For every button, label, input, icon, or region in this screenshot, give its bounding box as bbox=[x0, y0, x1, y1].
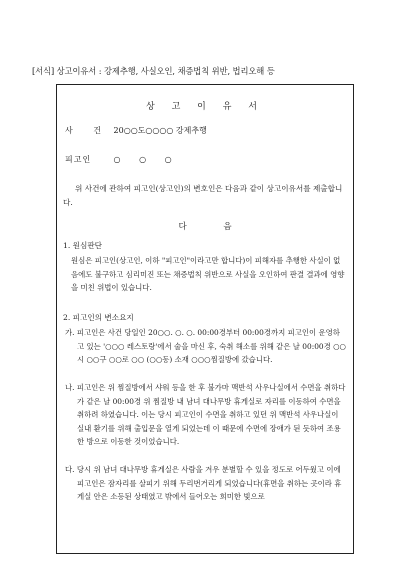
item-2-subitem-na: 나. 피고인은 위 찜질방에서 샤워 등을 한 후 불가마 맥반석 사우나실에서 수면을 취하다가 같은 날 00:00경 위 찜질방 내 남녀 대나무방 휴게실로 자리를 이동하여 수면을 취하려 하였습니다. 이는 당시 피고인이 수면을 취하고 있던 위 맥반석 사우나실이 실내 환기를 위해 출입문을 열게 되었는데 이 때문에 수면에 장애가 된 듯하여 조용한 방으로 이동한 것이었습니다. bbox=[65, 383, 346, 446]
intro-paragraph: 위 사건에 관하여 피고인(상고인)의 변호인은 다음과 같이 상고이유서를 제출합니다. bbox=[63, 184, 343, 207]
defendant-label: 피고인 bbox=[65, 155, 92, 164]
case-row bbox=[65, 125, 207, 136]
item-2-subitem-ga: 가. 피고인은 사건 당일인 20○○. ○. ○. 00:00경부터 00:00경까지 피고인이 운영하고 있는 '○○○ 레스토랑'에서 술을 마신 후, 숙취 해소를 위해 같은 날 00:00경 ○○시 ○○구 ○○로 ○○ (○○동) 소재 ○○○찜질방에 갔습니다. bbox=[65, 328, 346, 364]
case-label: 사 건 bbox=[65, 126, 110, 135]
section-heading: 다 음 bbox=[178, 222, 232, 232]
item-heading-2: 2. 피고인의 변소요지 bbox=[63, 313, 134, 322]
defendant-value: ○ ○ ○ bbox=[113, 155, 180, 164]
document-header: [서식] 상고이유서 : 강제추행, 사실오인, 채증법칙 위반, 법리오해 등 bbox=[32, 66, 275, 76]
document-frame bbox=[56, 84, 354, 554]
case-value: 20○○도○○○○ 강제추행 bbox=[113, 126, 207, 135]
document-title: 상 고 이 유 서 bbox=[146, 102, 264, 112]
item-body-1: 원심은 피고인(상고인, 이하 "피고인"이라고만 합니다)이 피해자를 추행한 사실이 없음에도 불구하고 심리미진 또는 채증법칙 위반으로 사실을 오인하여 판결 결과에 영향을 미친 위법이 있습니다. bbox=[71, 256, 345, 292]
item-heading-1: 1. 원심판단 bbox=[63, 241, 103, 250]
item-2-subitem-da: 다. 당시 위 남녀 대나무방 휴게실은 사람을 겨우 분별할 수 있을 정도로 어두웠고 이에 피고인은 잠자리를 살피기 위해 두리번거리게 되었습니다(휴면을 취하는 곳이라 휴게실 안은 소등된 상태였고 밖에서 들어오는 희미한 빛으로 bbox=[65, 465, 342, 501]
defendant-row bbox=[65, 154, 180, 165]
